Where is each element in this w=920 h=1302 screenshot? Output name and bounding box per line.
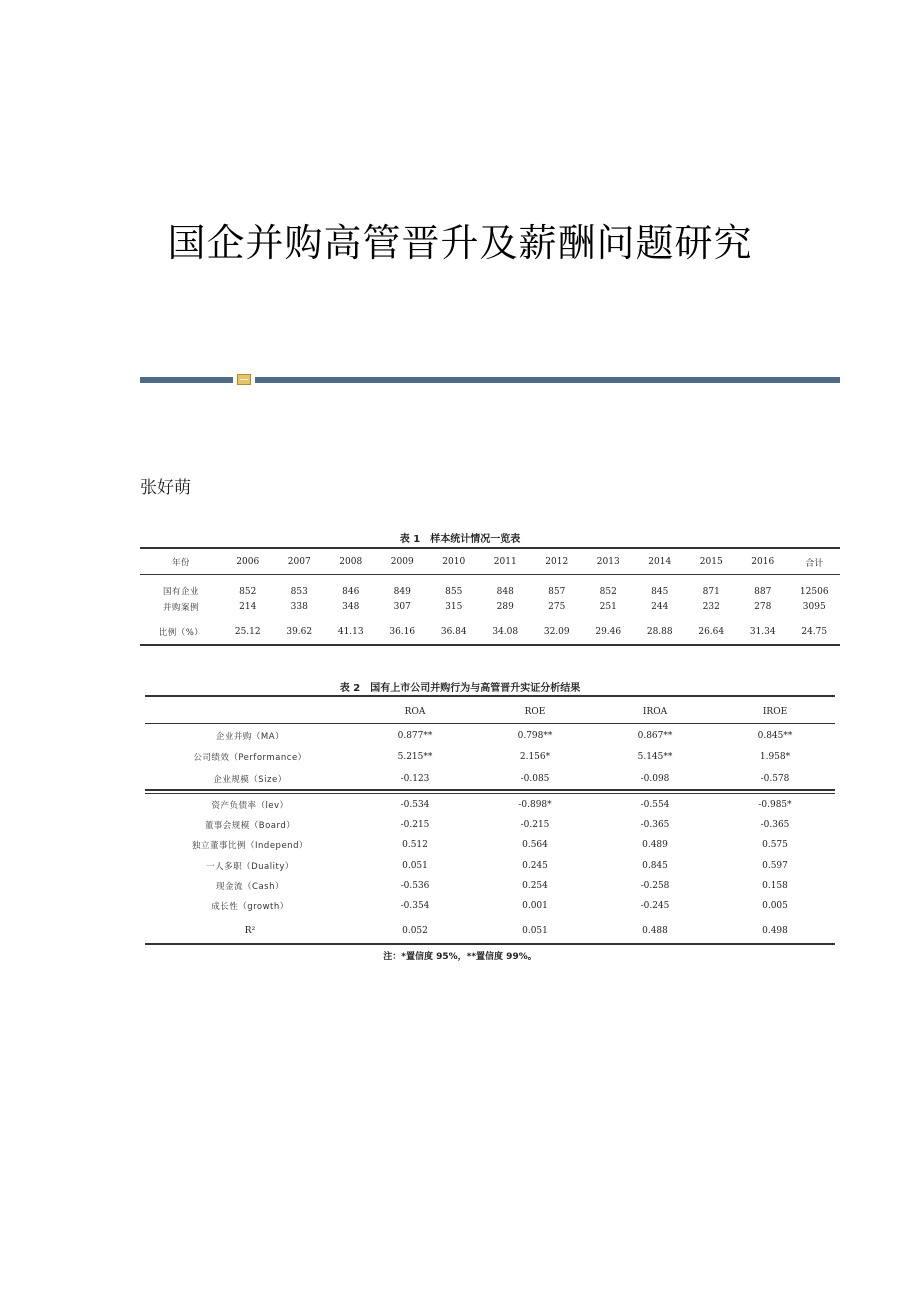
table2-cell: -0.554: [640, 800, 670, 811]
table2-caption-text: 国有上市公司并购行为与高管晋升实证分析结果: [370, 683, 581, 694]
table2-column-header: IROE: [762, 707, 788, 717]
table1-year-header: 2011: [493, 557, 517, 567]
table2-cell: -0.123: [400, 773, 430, 784]
divider-ornament-icon: [237, 374, 251, 385]
table2-cell: 5.145**: [637, 752, 673, 763]
table2-cell: -0.578: [760, 773, 790, 784]
table1-cell: 36.16: [389, 627, 416, 637]
table1-cell: 41.13: [337, 627, 364, 637]
table1-caption: [0, 530, 920, 545]
table1-cell: 338: [290, 602, 308, 612]
table2-cell: 0.488: [642, 926, 668, 937]
table2-top-rule: [145, 695, 835, 697]
table2-cell: -0.536: [400, 880, 430, 891]
table2-cell: -0.245: [640, 901, 670, 912]
table2-row-label: 一人多职（Duality）: [206, 861, 294, 872]
table2-note: 注：*置信度 95%，**置信度 99%。: [383, 952, 537, 962]
table2-row: [145, 815, 835, 835]
table2-row: [145, 725, 835, 747]
table1-header-label: 年份: [171, 558, 190, 568]
table1-cell: 846: [342, 587, 360, 597]
table2-r2-row: [145, 916, 835, 946]
table2-cell: -0.534: [400, 800, 430, 811]
table1-cell: 244: [651, 602, 669, 612]
table2-cell: 0.877**: [397, 730, 433, 741]
table2-row-label: 独立董事比例（Independ）: [192, 841, 308, 852]
table1-year-header: 2009: [390, 557, 414, 567]
table2-r2-label: R²: [244, 926, 256, 937]
table1-cell: 852: [599, 587, 617, 597]
table2-cell: 0.051: [402, 860, 428, 871]
table2-row: [145, 768, 835, 790]
table1-cell: 24.75: [801, 627, 828, 637]
table2-caption: [0, 679, 920, 694]
table1-cell: 34.08: [492, 627, 519, 637]
table2-row: [145, 876, 835, 896]
table2-cell: -0.215: [400, 820, 430, 831]
table1-year-header: 2006: [236, 557, 260, 567]
table2-cell: 0.867**: [637, 730, 673, 741]
table1-cell: 853: [290, 587, 308, 597]
table2-row-label: 现金流（Cash）: [216, 881, 284, 892]
table1-cell: 251: [599, 602, 617, 612]
table2-caption-number: 表 2: [339, 683, 361, 694]
table1-cell: 28.88: [646, 627, 673, 637]
table2-header-row: [145, 702, 835, 722]
table2-row: [145, 747, 835, 769]
table1-row-label: 并购案例: [162, 603, 199, 613]
table2-row-label: 公司绩效（Performance）: [193, 753, 307, 764]
table2-cell: -0.098: [640, 773, 670, 784]
table2-header-blank: [145, 702, 355, 722]
table2-cell: 0.052: [402, 926, 428, 937]
table2-row: [145, 856, 835, 876]
table1-cell: 12506: [799, 587, 829, 597]
table1-cell: 32.09: [543, 627, 570, 637]
table2-row: [145, 896, 835, 916]
table1-cell: 3095: [802, 602, 826, 612]
divider-bar-left: [140, 377, 233, 383]
table2-cell: 1.958*: [759, 752, 791, 763]
table2-row: [145, 835, 835, 855]
table2-cell: -0.215: [520, 820, 550, 831]
table1-cell: 232: [702, 602, 720, 612]
table2-cell: 0.489: [642, 840, 668, 851]
table2-row-label: 资产负债率（lev）: [211, 801, 289, 812]
table2-cell: 0.597: [762, 860, 788, 871]
table1-year-header: 2010: [442, 557, 466, 567]
table1-cell: 39.62: [286, 627, 313, 637]
table1-cell: 871: [702, 587, 720, 597]
table2-lower-block: [145, 795, 835, 946]
table2-cell: -0.365: [760, 820, 790, 831]
table2-cell: 0.254: [522, 880, 548, 891]
table1-cell: 289: [496, 602, 514, 612]
table1-cell: 848: [496, 587, 514, 597]
table2-cell: -0.985*: [758, 800, 792, 811]
table2-cell: 0.798**: [517, 730, 553, 741]
table1-cell: 852: [239, 587, 257, 597]
table1-cell: 29.46: [595, 627, 622, 637]
table2-cell: 0.498: [762, 926, 788, 937]
table1-cell: 307: [393, 602, 411, 612]
table2-header: [145, 702, 835, 722]
table1-cell: 887: [754, 587, 772, 597]
document-title: 国企并购高管晋升及薪酬问题研究: [167, 221, 753, 265]
table1-cell: 25.12: [234, 627, 261, 637]
table1-caption-text: 样本统计情况一览表: [430, 534, 521, 545]
table2-cell: 2.156*: [519, 752, 551, 763]
table2-cell: 0.564: [522, 840, 548, 851]
table2-cell: 0.845**: [757, 730, 793, 741]
table1-year-header: 2013: [596, 557, 620, 567]
table2-row-label: 董事会规模（Board）: [204, 821, 296, 832]
table2-cell: -0.258: [640, 880, 670, 891]
table2-column-header: ROA: [404, 707, 426, 717]
table1-cell: 31.34: [749, 627, 776, 637]
table2-cell: -0.365: [640, 820, 670, 831]
table2-cell: 0.575: [762, 840, 788, 851]
table2-cell: 5.215**: [397, 752, 433, 763]
table1-row: [140, 597, 840, 617]
table1-header-row: [140, 551, 840, 573]
table1-row-label: 比例（%）: [158, 628, 204, 638]
table2-row-label: 成长性（growth）: [211, 902, 289, 913]
author-name: 张好萌: [140, 478, 191, 498]
table2-cell: 0.245: [522, 860, 548, 871]
table1-row: [140, 573, 840, 597]
table2-cell: 0.001: [522, 901, 548, 912]
table1-cell: 275: [548, 602, 566, 612]
table1-year-header: 2015: [699, 557, 723, 567]
table1-cell: 36.84: [440, 627, 467, 637]
section-divider: [140, 374, 840, 386]
table2-cell: 0.512: [402, 840, 428, 851]
table2-cell: 0.158: [762, 880, 788, 891]
divider-bar-right: [255, 377, 840, 383]
table1-cell: 845: [651, 587, 669, 597]
table2-cell: 0.005: [762, 901, 788, 912]
table1-row-label: 国有企业: [162, 587, 199, 597]
table2-cell: -0.354: [400, 901, 430, 912]
table2-cell: -0.085: [520, 773, 550, 784]
table2-upper-block: [145, 725, 835, 790]
table1-cell: 26.64: [698, 627, 725, 637]
table1-top-rule: [140, 547, 840, 549]
table2-double-rule-lower: [145, 793, 835, 794]
table2-column-header: ROE: [524, 707, 546, 717]
table2-cell: 0.051: [522, 926, 548, 937]
table1-cell: 214: [239, 602, 257, 612]
table1-year-header: 2016: [751, 557, 775, 567]
table1-cell: 855: [445, 587, 463, 597]
table1-row: [140, 617, 840, 647]
table2-row: [145, 795, 835, 815]
table1-cell: 348: [342, 602, 360, 612]
table1-year-header: 2007: [287, 557, 311, 567]
table1-cell: 315: [445, 602, 463, 612]
table1-caption-number: 表 1: [399, 534, 421, 545]
table1: [140, 551, 840, 647]
table2-cell: -0.898*: [518, 800, 552, 811]
table1-cell: 278: [754, 602, 772, 612]
table2-header-rule: [145, 723, 835, 724]
table1-year-header: 2012: [545, 557, 569, 567]
table1-cell: 857: [548, 587, 566, 597]
table2-row-label: 企业规模（Size）: [213, 774, 287, 785]
table2-row-label: 企业并购（MA）: [215, 731, 285, 742]
table2-column-header: IROA: [642, 707, 668, 717]
table1-cell: 849: [393, 587, 411, 597]
table1-year-header: 合计: [805, 558, 824, 569]
table1-year-header: 2014: [648, 557, 672, 567]
table1-year-header: 2008: [339, 557, 363, 567]
table2-cell: 0.845: [642, 860, 668, 871]
